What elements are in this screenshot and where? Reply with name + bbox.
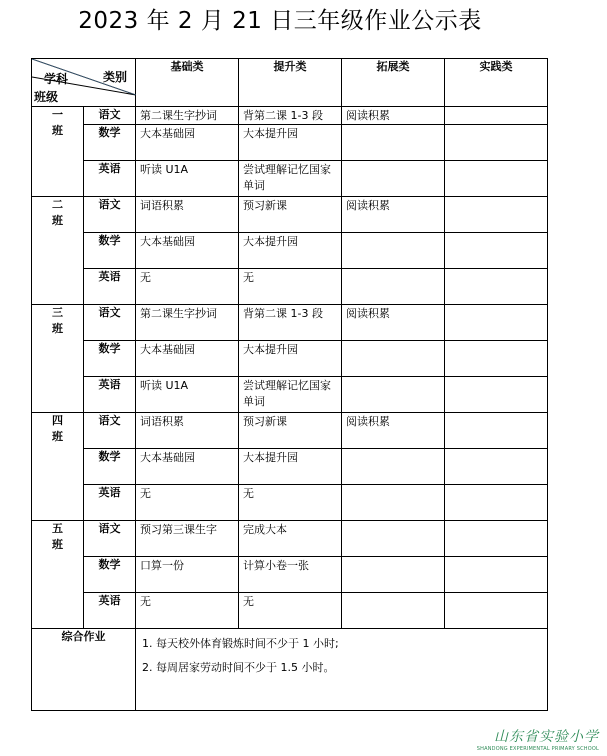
homework-cell-extend: 阅读积累 <box>342 107 445 125</box>
subject-label: 学科 <box>44 72 69 86</box>
homework-cell-extend <box>342 485 445 521</box>
column-header-practice: 实践类 <box>445 59 548 107</box>
subject-cell: 英语 <box>84 269 136 305</box>
diagonal-header-cell <box>32 59 136 107</box>
class-name-number: 三 <box>52 306 63 319</box>
subject-cell: 英语 <box>84 485 136 521</box>
comprehensive-label: 综合作业 <box>32 629 136 711</box>
class-name-suffix: 班 <box>52 124 63 137</box>
table-row <box>32 107 548 125</box>
homework-cell-extend <box>342 161 445 197</box>
class-name-cell <box>32 413 84 521</box>
subject-cell: 语文 <box>84 413 136 449</box>
table-row <box>32 593 548 629</box>
comprehensive-notes-cell <box>136 629 548 711</box>
class-name-number: 五 <box>52 522 63 535</box>
school-watermark <box>477 726 599 752</box>
class-name-number: 四 <box>52 414 63 427</box>
homework-cell-improve: 无 <box>239 593 342 629</box>
subject-cell: 英语 <box>84 377 136 413</box>
table-row <box>32 305 548 341</box>
subject-cell: 语文 <box>84 107 136 125</box>
subject-cell: 语文 <box>84 197 136 233</box>
class-name-cell <box>32 521 84 629</box>
table-row <box>32 125 548 161</box>
homework-cell-basic: 无 <box>136 269 239 305</box>
class-name-suffix: 班 <box>52 430 63 443</box>
homework-cell-extend <box>342 449 445 485</box>
homework-cell-basic: 无 <box>136 593 239 629</box>
table-row <box>32 557 548 593</box>
watermark-school-name-en: SHANDONG EXPERIMENTAL PRIMARY SCHOOL <box>476 746 599 752</box>
table-row <box>32 269 548 305</box>
subject-cell: 语文 <box>84 521 136 557</box>
subject-cell: 数学 <box>84 125 136 161</box>
subject-cell: 数学 <box>84 341 136 377</box>
watermark-school-name: 山东省实验小学 <box>494 729 599 745</box>
subject-cell: 英语 <box>84 593 136 629</box>
homework-cell-extend <box>342 125 445 161</box>
homework-table <box>31 58 548 711</box>
homework-cell-improve: 无 <box>239 485 342 521</box>
homework-cell-improve: 大本提升园 <box>239 125 342 161</box>
homework-cell-practice <box>445 107 548 125</box>
homework-cell-extend <box>342 557 445 593</box>
class-name-suffix: 班 <box>52 322 63 335</box>
homework-cell-practice <box>445 557 548 593</box>
homework-cell-practice <box>445 125 548 161</box>
table-row <box>32 341 548 377</box>
homework-cell-practice <box>445 593 548 629</box>
homework-cell-basic: 大本基础园 <box>136 125 239 161</box>
homework-cell-improve: 大本提升园 <box>239 233 342 269</box>
homework-cell-extend <box>342 341 445 377</box>
column-header-basic: 基础类 <box>136 59 239 107</box>
homework-cell-extend <box>342 377 445 413</box>
homework-cell-extend <box>342 233 445 269</box>
homework-cell-practice <box>445 449 548 485</box>
table-row <box>32 197 548 233</box>
subject-cell: 数学 <box>84 449 136 485</box>
comprehensive-note: 2. 每周居家劳动时间不少于 1.5 小时。 <box>142 661 335 674</box>
category-label: 类别 <box>102 70 127 84</box>
homework-cell-practice <box>445 233 548 269</box>
homework-cell-improve: 预习新课 <box>239 413 342 449</box>
class-name-suffix: 班 <box>52 214 63 227</box>
homework-cell-extend <box>342 269 445 305</box>
homework-cell-improve: 尝试理解记忆国家单词 <box>239 161 342 197</box>
comprehensive-note: 1. 每天校外体育锻炼时间不少于 1 小时; <box>142 637 339 650</box>
class-name-number: 二 <box>52 198 63 211</box>
homework-cell-extend <box>342 593 445 629</box>
homework-cell-improve: 大本提升园 <box>239 341 342 377</box>
homework-cell-improve: 大本提升园 <box>239 449 342 485</box>
class-name-cell <box>32 197 84 305</box>
table-row <box>32 485 548 521</box>
homework-cell-basic: 听读 U1A <box>136 161 239 197</box>
homework-cell-basic: 第二课生字抄词 <box>136 107 239 125</box>
homework-cell-basic: 口算一份 <box>136 557 239 593</box>
class-name-cell <box>32 305 84 413</box>
class-name-suffix: 班 <box>52 538 63 551</box>
homework-cell-practice <box>445 521 548 557</box>
homework-cell-basic: 听读 U1A <box>136 377 239 413</box>
class-name-number: 一 <box>52 108 63 121</box>
header-row <box>32 59 548 107</box>
table-row <box>32 413 548 449</box>
homework-cell-improve: 计算小卷一张 <box>239 557 342 593</box>
homework-cell-basic: 大本基础园 <box>136 233 239 269</box>
column-header-extend: 拓展类 <box>342 59 445 107</box>
homework-cell-basic: 大本基础园 <box>136 341 239 377</box>
homework-cell-improve: 尝试理解记忆国家单词 <box>239 377 342 413</box>
homework-cell-practice <box>445 413 548 449</box>
homework-cell-basic: 词语积累 <box>136 413 239 449</box>
table-row <box>32 449 548 485</box>
subject-cell: 数学 <box>84 557 136 593</box>
column-header-improve: 提升类 <box>239 59 342 107</box>
subject-cell: 英语 <box>84 161 136 197</box>
homework-cell-extend: 阅读积累 <box>342 305 445 341</box>
homework-cell-improve: 背第二课 1-3 段 <box>239 305 342 341</box>
homework-cell-extend: 阅读积累 <box>342 197 445 233</box>
homework-cell-practice <box>445 161 548 197</box>
homework-cell-basic: 无 <box>136 485 239 521</box>
homework-cell-practice <box>445 305 548 341</box>
homework-cell-improve: 背第二课 1-3 段 <box>239 107 342 125</box>
homework-cell-basic: 词语积累 <box>136 197 239 233</box>
homework-cell-practice <box>445 377 548 413</box>
class-name-cell <box>32 107 84 197</box>
homework-cell-extend: 阅读积累 <box>342 413 445 449</box>
homework-cell-basic: 预习第三课生字 <box>136 521 239 557</box>
page-title: 2023 年 2 月 21 日三年级作业公示表 <box>78 8 482 34</box>
homework-cell-basic: 大本基础园 <box>136 449 239 485</box>
homework-cell-improve: 完成大本 <box>239 521 342 557</box>
subject-cell: 数学 <box>84 233 136 269</box>
homework-cell-practice <box>445 197 548 233</box>
class-label: 班级 <box>34 90 59 104</box>
homework-cell-improve: 无 <box>239 269 342 305</box>
homework-cell-practice <box>445 269 548 305</box>
table-row <box>32 377 548 413</box>
table-row <box>32 161 548 197</box>
comprehensive-row <box>32 629 548 711</box>
table-row <box>32 521 548 557</box>
homework-cell-extend <box>342 521 445 557</box>
homework-cell-practice <box>445 341 548 377</box>
table-row <box>32 233 548 269</box>
homework-cell-practice <box>445 485 548 521</box>
homework-cell-improve: 预习新课 <box>239 197 342 233</box>
subject-cell: 语文 <box>84 305 136 341</box>
homework-cell-basic: 第二课生字抄词 <box>136 305 239 341</box>
